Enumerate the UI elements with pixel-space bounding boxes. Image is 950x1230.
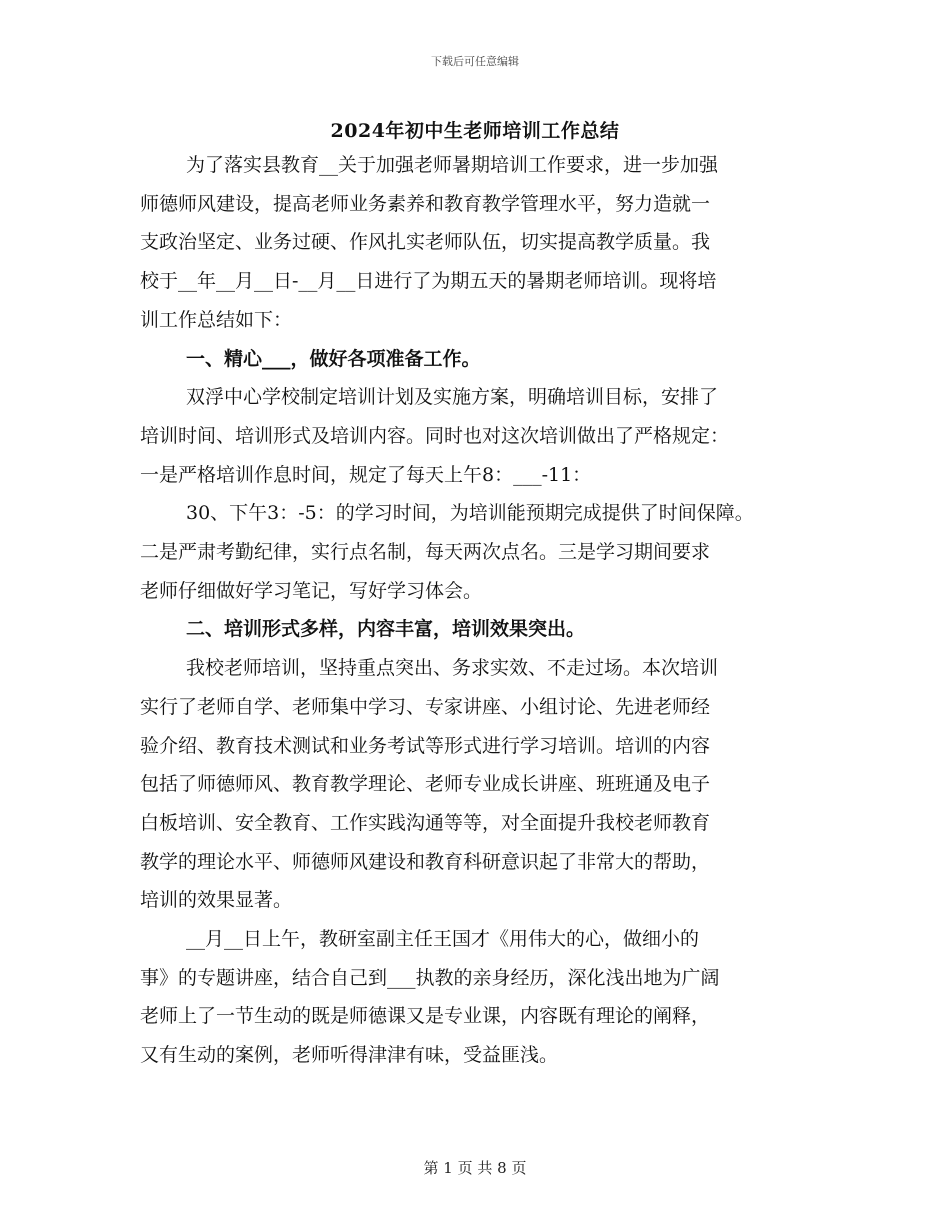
text-line: 一、精心___，做好各项准备工作。 — [186, 347, 481, 370]
body-paragraph — [140, 649, 820, 920]
text-line: 30、下午3：-5：的学习时间，为培训能预期完成提供了时间保障。 — [186, 502, 754, 525]
text-line: 支政治坚定、业务过硬、作风扎实老师队伍，切实提高教学质量。我 — [140, 231, 711, 254]
text-line: 校于__年__月__日-__月__日进行了为期五天的暑期老师培训。现将培 — [140, 270, 717, 293]
body-paragraph — [140, 494, 820, 610]
text-line: 训工作总结如下： — [140, 308, 293, 331]
text-line: __月__日上午，教研室副主任王国才《用伟大的心，做细小的 — [186, 928, 700, 951]
text-line: 师德师风建设，提高老师业务素养和教育教学管理水平，努力造就一 — [140, 192, 711, 215]
text-line: 老师上了一节生动的既是师德课又是专业课，内容既有理论的阐释， — [140, 1005, 711, 1028]
text-line: 一是严格培训作息时间，规定了每天上午8：___-11： — [140, 463, 592, 486]
section-heading — [140, 340, 820, 379]
text-line: 教学的理论水平、师德师风建设和教育科研意识起了非常大的帮助， — [140, 850, 711, 873]
document-title: 2024年初中生老师培训工作总结 — [330, 120, 620, 142]
text-line: 我校老师培训，坚持重点突出、务求实效、不走过场。本次培训 — [186, 657, 719, 680]
text-line: 为了落实县教育__关于加强老师暑期培训工作要求，进一步加强 — [186, 154, 719, 176]
text-line: 事》的专题讲座，结合自己到___执教的亲身经历，深化浅出地为广阔 — [140, 966, 720, 989]
document-body — [140, 146, 820, 1075]
text-line: 培训时间、培训形式及培训内容。同时也对这次培训做出了严格规定： — [140, 424, 730, 447]
body-paragraph — [140, 378, 820, 494]
page-number-footer: 第 1 页 共 8 页 — [423, 1159, 527, 1177]
text-line: 包括了师德师风、教育教学理论、老师专业成长讲座、班班通及电子 — [140, 773, 711, 796]
text-line: 培训的效果显著。 — [140, 889, 293, 912]
text-line: 双浮中心学校制定培训计划及实施方案，明确培训目标，安排了 — [186, 386, 719, 409]
text-line: 又有生动的案例，老师听得津津有味，受益匪浅。 — [140, 1044, 559, 1067]
text-line: 老师仔细做好学习笔记，写好学习体会。 — [140, 579, 483, 602]
text-line: 验介绍、教育技术测试和业务考试等形式进行学习培训。培训的内容 — [140, 734, 711, 757]
section-heading — [140, 610, 820, 649]
page-header-note: 下载后可任意编辑 — [431, 55, 519, 68]
body-paragraph — [140, 920, 820, 1075]
text-line: 二、培训形式多样，内容丰富，培训效果突出。 — [186, 618, 586, 641]
text-line: 二是严肃考勤纪律，实行点名制，每天两次点名。三是学习期间要求 — [140, 541, 711, 564]
body-paragraph — [140, 146, 820, 340]
text-line: 白板培训、安全教育、工作实践沟通等等，对全面提升我校老师教育 — [140, 811, 711, 834]
text-line: 实行了老师自学、老师集中学习、专家讲座、小组讨论、先进老师经 — [140, 695, 711, 718]
